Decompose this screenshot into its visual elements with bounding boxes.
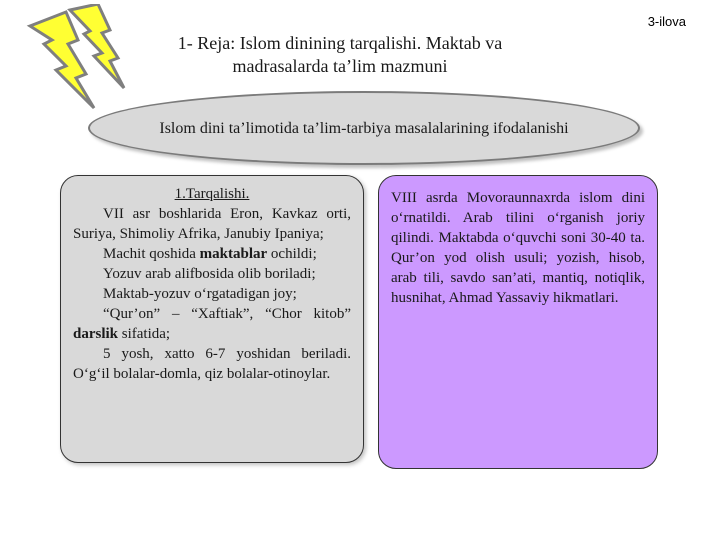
age-teachers-text: 5 yosh, xatto 6-7 yoshidan beriladi. O‘g‘il bolalar-domla, qiz bolalar-otinoylar. (73, 346, 351, 382)
lightning-bolt-icon (20, 4, 130, 114)
viii-century-box (378, 175, 658, 469)
schools-bold: maktablar (199, 246, 268, 262)
topic-ellipse-text: Islom dini ta’limotida ta’lim-tarbiya masalalarining ifodalanishi (159, 119, 569, 137)
arabic-script-text: Yozuv arab alifbosida olib boriladi; (103, 266, 316, 282)
viii-century-text: VIII asrda Movoraunnaxrda islom dini o‘rnatildi. Arab tilini o‘rganish joriy qilindi. Maktabda o‘quvchi soni 30-40 ta. Qur’on yod olish usuli; yozish, hisob, arab tili, savdo san’ati, mantiq, notiqlik, husnihat, Ahmad Yassaviy hikmatlari. (391, 190, 645, 306)
textbooks-text: “Qur’on” – “Xaftiak”, “Chor kitob” darslik sifatida; (73, 306, 351, 342)
topic-ellipse (88, 91, 640, 165)
school-definition-text: Maktab-yozuv o‘rgatadigan joy; (103, 286, 297, 302)
schools-opened-text: Machit qoshida maktablar ochildi; (103, 246, 317, 262)
spread-heading: 1.Tarqalishi. (174, 186, 250, 202)
textbook-bold: darslik (73, 326, 119, 342)
slide-title: 1- Reja: Islom dinining tarqalishi. Maktab va madrasalarda ta’lim mazmuni (177, 33, 503, 76)
slide-label: 3-ilova (647, 14, 686, 29)
spread-regions-text: VII asr boshlarida Eron, Kavkaz orti, Suriya, Shimoliy Afrika, Janubiy Ipaniya; (73, 206, 351, 242)
spread-info-box (60, 175, 364, 463)
